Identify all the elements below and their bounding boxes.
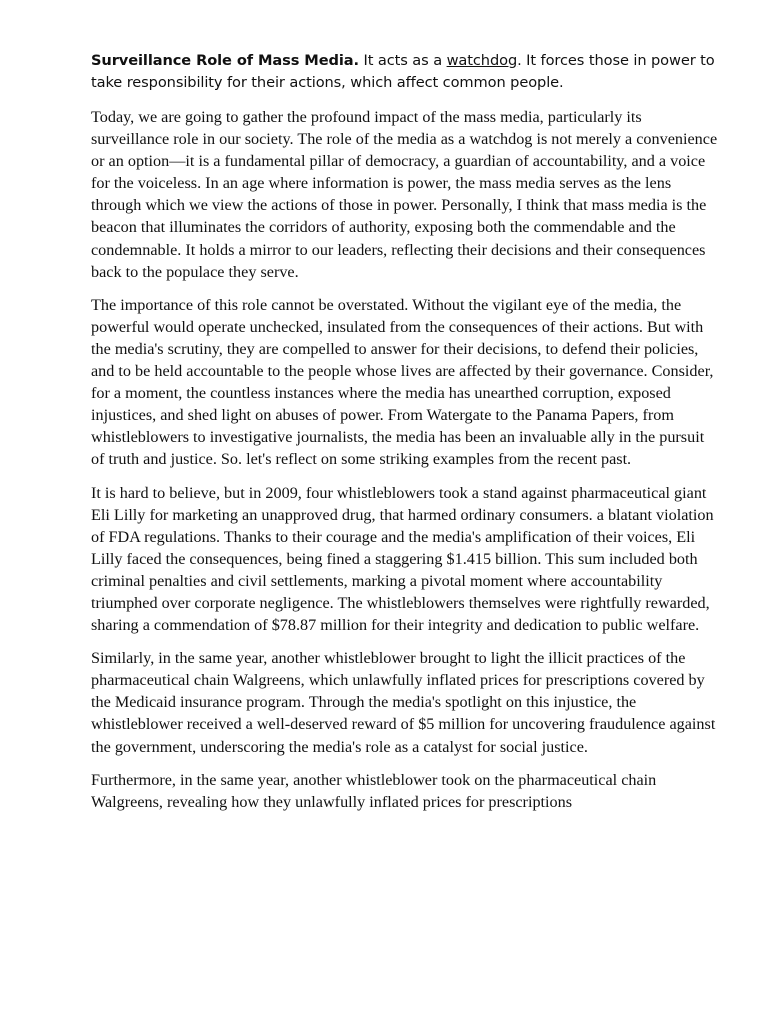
intro-text: It acts as a	[358, 52, 447, 69]
intro-text-continued: . It forces those in power to take responsibility for their actions, which affect common people.	[91, 52, 715, 91]
body-paragraph-5: Furthermore, in the same year, another whistleblower took on the pharmaceutical chain Walgreens, revealing how they unlawfully inflated prices for prescriptions	[91, 770, 657, 811]
body-paragraph-3: It is hard to believe, but in 2009, four whistleblowers took a stand against pharmaceutical giant Eli Lilly for marketing an unapproved drug, that harmed ordinary consumers. a blatant violation of FDA regulations. Thanks to their courage and the media's amplification of their voices, Eli Lilly faced the consequences, being fined a staggering $1.415 billion. This sum included both criminal penalties and civil settlements, marking a pivotal moment where accountability triumphed over corporate negligence. The whistleblowers themselves were rightfully rewarded, sharing a commendation of $78.87 million for their integrity and dedication to public welfare.	[91, 483, 714, 635]
body-paragraph-2: The importance of this role cannot be overstated. Without the vigilant eye of the media, the powerful would operate unchecked, insulated from the consequences of their actions. But with the media's scrutiny, they are compelled to answer for their decisions, to defend their policies, and to be held accountable to the people whose lives are affected by their governance. Consider, for a moment, the countless instances where the media has unearthed corruption, exposed injustices, and shed light on abuses of power. From Watergate to the Panama Papers, from whistleblowers to investigative journalists, the media has been an invaluable ally in the pursuit of truth and justice. So. let's reflect on some striking examples from the recent past.	[91, 295, 714, 469]
watchdog-link[interactable]: watchdog	[446, 52, 518, 69]
body-paragraph-1: Today, we are going to gather the profound impact of the mass media, particularly its surveillance role in our society. The role of the media as a watchdog is not merely a convenience or an option—it is a fundamental pillar of democracy, a guardian of accountability, and a voice for the voiceless. In an age where information is power, the mass media serves as the lens through which we view the actions of those in power. Personally, I think that mass media is the beacon that illuminates the corridors of authority, exposing both the commendable and the condemnable. It holds a mirror to our leaders, reflecting their decisions and their consequences back to the populace they serve.	[91, 108, 718, 281]
document-body	[91, 50, 719, 824]
section-heading: Surveillance Role of Mass Media.	[91, 52, 359, 69]
body-paragraph-4: Similarly, in the same year, another whistleblower brought to light the illicit practices of the pharmaceutical chain Walgreens, which unlawfully inflated prices for prescriptions covered by the Medicaid insurance program. Through the media's spotlight on this injustice, the whistleblower received a well-deserved reward of $5 million for uncovering fraudulence against the government, underscoring the media's role as a catalyst for social justice.	[91, 649, 716, 756]
intro-paragraph	[91, 50, 719, 94]
